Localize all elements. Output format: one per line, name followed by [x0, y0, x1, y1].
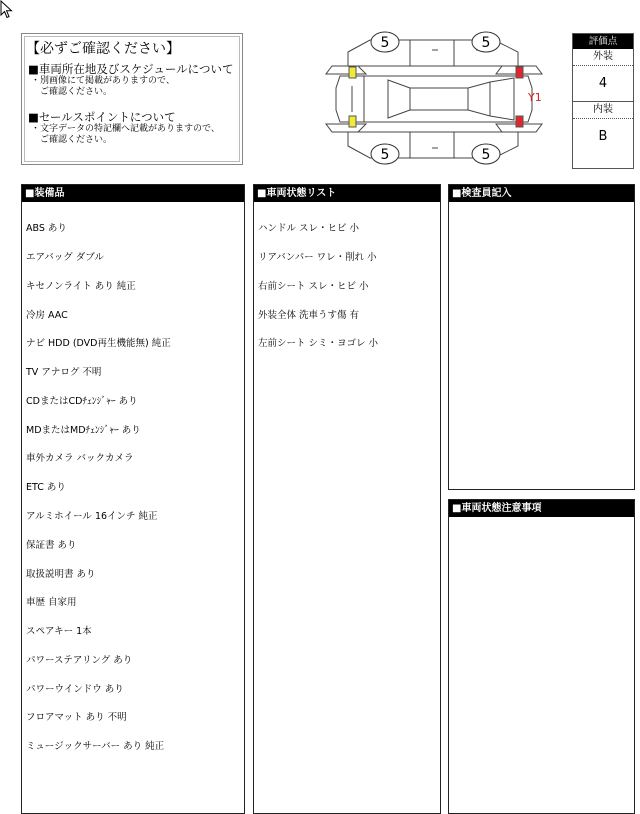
list-item: 車歴 自家用 [26, 597, 77, 609]
car-side-top [326, 40, 542, 74]
list-item: パワーステアリング あり [26, 654, 133, 666]
mouse-cursor-icon [0, 0, 14, 20]
interior-label: 内装 [573, 101, 633, 119]
notice-text-salespoint-1: ・文字データの特記欄へ記載がありますので、 [31, 124, 220, 134]
list-item: ナビ HDD (DVD再生機能無) 純正 [26, 338, 171, 350]
list-item: フロアマット あり 不明 [26, 712, 127, 724]
rear-light-left [516, 67, 523, 78]
exterior-label: 外装 [573, 49, 633, 66]
list-item: 取扱説明書 あり [26, 568, 96, 580]
condition-header: ■車両状態リスト [254, 185, 440, 202]
list-item: 左前シート シミ・ヨゴレ 小 [258, 338, 379, 350]
mark-top-right [472, 32, 500, 52]
interior-value: B [598, 129, 608, 144]
notes-panel [448, 499, 635, 814]
score-table [572, 33, 634, 169]
list-item: リアバンパー ワレ・削れ 小 [258, 251, 377, 263]
list-item: 右前シート スレ・ヒビ 小 [258, 280, 369, 292]
list-item: 保証書 あり [26, 539, 77, 551]
svg-text:5: 5 [481, 35, 491, 51]
notice-title: 【必ずご確認ください】 [26, 41, 180, 57]
equipment-list [22, 202, 244, 771]
notice-heading-salespoint: ■セールスポイントについて [28, 110, 176, 124]
inspector-header: ■検査員記入 [449, 185, 634, 202]
list-item: ハンドル スレ・ヒビ 小 [258, 223, 360, 235]
svg-text:5: 5 [481, 147, 491, 163]
list-item: 車外カメラ バックカメラ [26, 453, 134, 465]
list-item: キセノンライト あり 純正 [26, 280, 136, 292]
notice-text-location-1: ・別画像にて掲載がありますので、 [31, 76, 175, 86]
equipment-panel [21, 184, 245, 814]
list-item: 冷房 AAC [26, 309, 68, 321]
notice-text-location-2: ご確認ください。 [31, 87, 113, 97]
list-item: 外装全体 洗車うす傷 有 [258, 309, 360, 321]
list-item: MDまたはMDﾁｪﾝｼﾞｬｰ あり [26, 424, 141, 436]
notes-header: ■車両状態注意事項 [449, 500, 634, 517]
svg-text:5: 5 [380, 35, 390, 51]
mark-bottom-right [472, 144, 500, 164]
list-item: パワーウインドウ あり [26, 683, 124, 695]
list-item: TV アナログ 不明 [26, 367, 102, 379]
svg-text:5: 5 [380, 147, 390, 163]
car-side-bottom [326, 124, 542, 158]
condition-panel [253, 184, 441, 814]
front-light-right [349, 116, 356, 127]
score-header: 評価点 [573, 34, 633, 49]
list-item: エアバッグ ダブル [26, 251, 104, 263]
mark-bottom-left [371, 144, 399, 164]
list-item: ミュージックサーバー あり 純正 [26, 741, 165, 753]
equipment-header: ■装備品 [22, 185, 244, 202]
mark-top-left [371, 32, 399, 52]
list-item: アルミホイール 16インチ 純正 [26, 511, 158, 522]
rear-light-right [516, 116, 523, 127]
condition-list [254, 202, 440, 368]
list-item: ABS あり [26, 223, 67, 235]
inspector-panel [448, 184, 635, 490]
exterior-value: 4 [598, 76, 608, 91]
front-light-left [349, 67, 356, 78]
list-item: CDまたはCDﾁｪﾝｼﾞｬｰ あり [26, 395, 138, 407]
car-top-view [336, 76, 532, 122]
damage-code: Y1 [528, 91, 542, 104]
notice-box [21, 33, 243, 165]
list-item: スペアキー 1本 [26, 626, 92, 638]
list-item: ETC あり [26, 482, 66, 494]
car-damage-diagram [318, 30, 550, 168]
notice-text-salespoint-2: ご確認ください。 [31, 135, 113, 145]
notice-heading-location: ■車両所在地及びスケジュールについて [28, 62, 234, 76]
